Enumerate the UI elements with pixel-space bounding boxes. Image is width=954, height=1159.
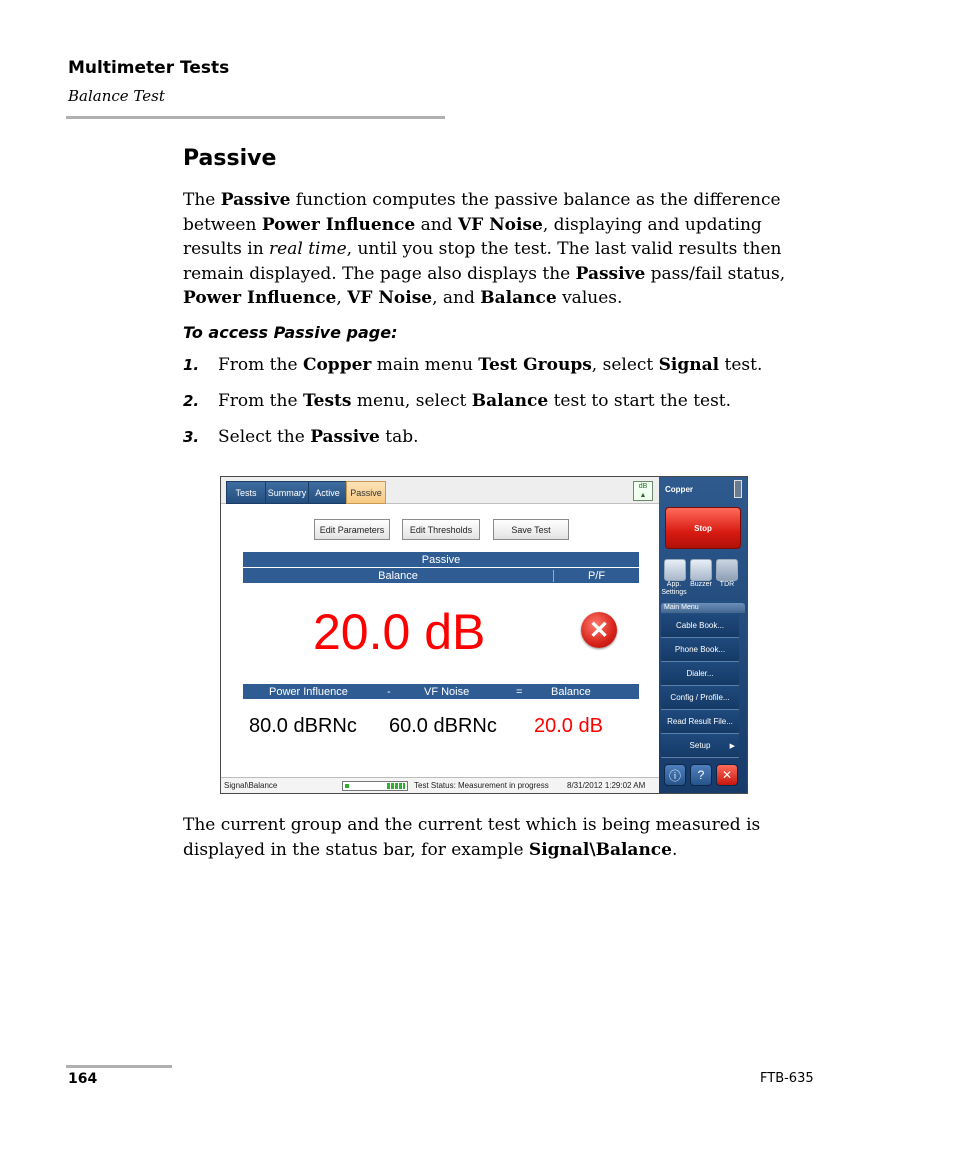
main-menu-header: Main Menu (661, 603, 745, 613)
section-subtitle: Balance Test (68, 87, 165, 105)
intro-paragraph: The Passive function computes the passive balance as the difference between Power Influence and VF Noise, displaying and updating results in real time, until you stop the test. The last valid results then remain displayed. The page also displays the Passive pass/fail status, Power Influence, VF Noise, and Balance values. (183, 190, 786, 308)
progress-indicator (342, 781, 408, 791)
document-code: FTB-635 (760, 1071, 814, 1086)
buzzer-label: Buzzer (690, 581, 712, 588)
tab-summary[interactable]: Summary (265, 481, 309, 504)
balance-value: 20.0 dB (534, 715, 603, 737)
menu-item-config-profile[interactable]: Config / Profile... (661, 686, 739, 710)
waveform-icon[interactable] (716, 559, 738, 581)
tab-active[interactable]: Active (308, 481, 347, 504)
chapter-title: Multimeter Tests (68, 58, 230, 78)
equals-sign: = (516, 685, 523, 698)
status-group-test: Signal\Balance (224, 781, 278, 790)
tdr-label: TDR (719, 581, 735, 588)
menu-item-dialer[interactable]: Dialer... (661, 662, 739, 686)
panel-title: Copper (665, 485, 693, 494)
closing-paragraph: The current group and the current test which is being measured is displayed in the status bar, for example Signal\Balance. (183, 815, 761, 860)
minus-sign: - (387, 685, 391, 698)
tab-passive[interactable]: Passive (346, 481, 386, 504)
wrench-icon[interactable] (664, 559, 686, 581)
status-datetime: 8/31/2012 1:29:02 AM (567, 781, 646, 790)
stop-button[interactable]: Stop (665, 507, 741, 549)
balance-column-label: Balance (243, 570, 554, 582)
db-icon[interactable]: dB ▲ (633, 481, 653, 501)
balance-header (243, 568, 639, 583)
procedure-title: To access Passive page: (183, 323, 398, 342)
x-circle-icon: ✕ (581, 612, 617, 648)
menu-item-cable-book[interactable]: Cable Book... (661, 614, 739, 638)
status-test-status: Test Status: Measurement in progress (414, 781, 549, 790)
balance-label: Balance (551, 685, 591, 698)
section-title: Passive (183, 146, 277, 171)
pf-column-label: P/F (587, 569, 606, 582)
close-icon[interactable]: ✕ (716, 764, 738, 786)
right-panel (659, 477, 747, 793)
edit-thresholds-button[interactable]: Edit Thresholds (402, 519, 480, 540)
power-influence-label: Power Influence (269, 685, 348, 698)
balance-big-value: 20.0 dB (313, 604, 486, 660)
status-bar (221, 777, 659, 794)
menu-item-setup[interactable]: Setup ▶ (661, 734, 739, 758)
footer-rule (66, 1065, 172, 1068)
passive-band: Passive (243, 552, 639, 567)
edit-parameters-button[interactable]: Edit Parameters (314, 519, 390, 540)
battery-icon (734, 480, 742, 498)
passive-screenshot (220, 476, 748, 794)
page-number: 164 (68, 1071, 98, 1087)
tab-bar (221, 477, 659, 504)
tab-tests[interactable]: Tests (226, 481, 266, 504)
help-icon[interactable]: ? (690, 764, 712, 786)
app-settings-label: App. Settings (661, 581, 687, 596)
chevron-right-icon: ▶ (729, 742, 735, 750)
vf-noise-value: 60.0 dBRNc (389, 715, 497, 737)
header-rule (66, 116, 445, 119)
power-influence-value: 80.0 dBRNc (249, 715, 357, 737)
menu-item-phone-book[interactable]: Phone Book... (661, 638, 739, 662)
vf-noise-label: VF Noise (424, 685, 470, 698)
info-icon[interactable]: ⓘ (664, 764, 686, 786)
save-test-button[interactable]: Save Test (493, 519, 569, 540)
formula-band (243, 684, 639, 699)
menu-item-read-result-file[interactable]: Read Result File... (661, 710, 739, 734)
speaker-icon[interactable] (690, 559, 712, 581)
